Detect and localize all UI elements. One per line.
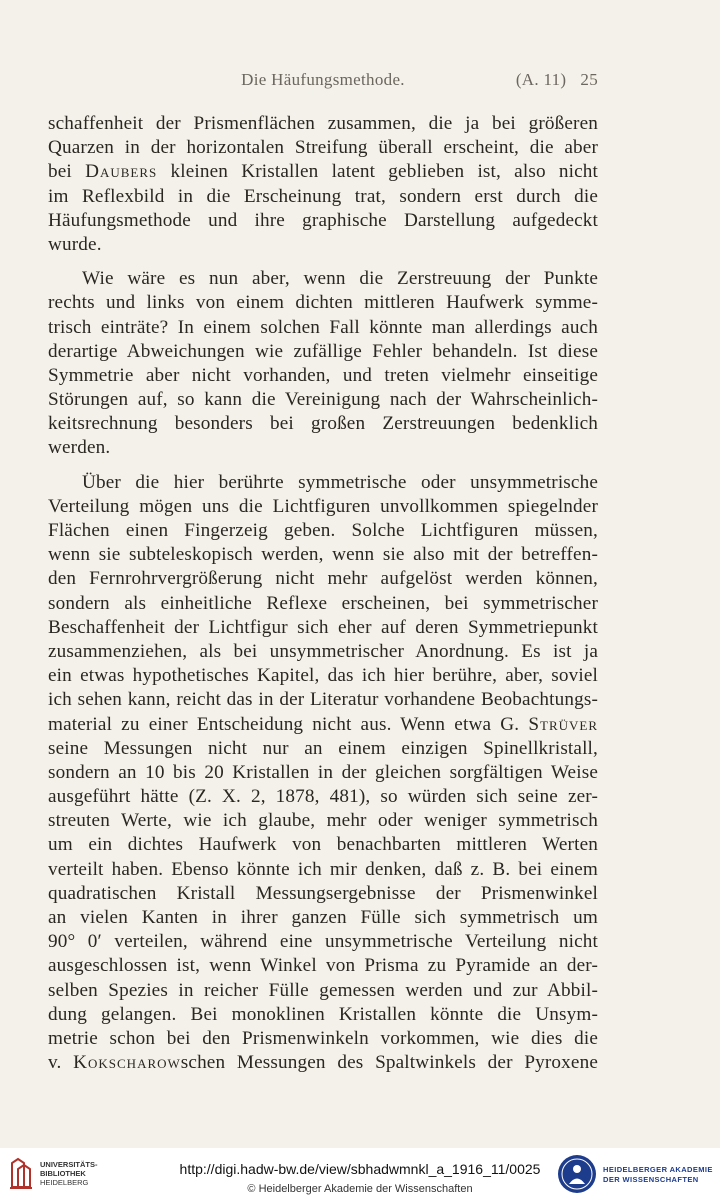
text-line: Häufungsmethode und ihre graphische Darstellung aufgedeckt	[48, 209, 598, 231]
text-line: um ein dichtes Haufwerk von benachbarten mittleren Werten	[48, 834, 598, 856]
text-line: ausgeschlossen ist, wenn Winkel von Prisma zu Pyramide an der-	[48, 955, 598, 977]
text-line: ausgeführt hätte (Z. X. 2, 1878, 481), so würden sich seine zer-	[48, 786, 598, 808]
footer-bar	[0, 1148, 720, 1201]
person-name: Kokscharow	[73, 1052, 181, 1074]
person-name: Daubers	[85, 161, 158, 183]
running-title: Die Häufungsmethode.	[241, 70, 405, 89]
library-line-3: HEIDELBERG	[40, 1178, 89, 1187]
text-line: ein etwas hypothetisches Kapitel, das ich hier berühre, aber, soviel	[48, 665, 598, 687]
text-line: bei Daubers kleinen Kristallen latent geblieben ist, also nicht	[48, 161, 599, 183]
text-line: material zu einer Entscheidung nicht aus. Wenn etwa G. Strüver	[48, 713, 598, 735]
text-line: werden.	[48, 437, 111, 459]
text-line: quadratischen Kristall Messungsergebnisse der Prismenwinkel	[48, 882, 598, 904]
text-line: Störungen auf, so kann die Vereinigung nach der Wahrscheinlich-	[48, 389, 598, 411]
text-line: im Reflexbild in die Erscheinung trat, sondern erst durch die	[48, 185, 598, 207]
text-line: Beschaffenheit der Lichtfigur sich eher auf deren Symmetriepunkt	[48, 616, 598, 638]
page-header	[48, 70, 598, 94]
text-line: selben Spezies in reicher Fülle gemessen werden und zur Abbil-	[48, 979, 598, 1001]
copyright-notice: © Heidelberger Akademie der Wissenschaften	[247, 1183, 473, 1195]
academy-seal-icon	[556, 1153, 598, 1195]
text-line: Flächen einen Fingerzeig geben. Solche Lichtfiguren müssen,	[48, 520, 598, 541]
paragraph-1	[48, 112, 598, 257]
library-line-1: UNIVERSITÄTS-	[40, 1160, 98, 1169]
library-line-2: BIBLIOTHEK	[40, 1169, 86, 1178]
text-line: an vielen Kanten in ihrer ganzen Fülle sich symmetrisch um	[48, 907, 598, 928]
text-line: wenn sie subteleskopisch werden, wenn sie also mit der betreffen-	[48, 544, 598, 566]
text-line: zusammenziehen, als bei unsymmetrischer Anordnung. Es ist ja	[48, 640, 598, 662]
text-line: ich sehen kann, reicht das in der Literatur vorhandene Beobachtungs-	[48, 689, 598, 711]
body-text	[48, 112, 598, 1075]
text-line: Quarzen in der horizontalen Streifung überall erscheint, die aber	[48, 137, 598, 159]
academy-line-2: DER WISSENSCHAFTEN	[603, 1175, 699, 1184]
text-line: verteilt haben. Ebenso könnte ich mir denken, daß z. B. bei einem	[48, 858, 598, 880]
text-line: den Fernrohrvergrößerung nicht mehr aufgelöst werden können,	[48, 568, 598, 590]
text-line: 90° 0′ verteilen, während eine unsymmetrische Verteilung nicht	[48, 931, 598, 953]
person-name: Strüver	[528, 713, 598, 735]
text-line: trisch einträte? In einem solchen Fall könnte man allerdings auch	[48, 316, 598, 338]
text-line: Über die hier berührte symmetrische oder unsymmetrische	[82, 471, 598, 493]
academy-name	[603, 1165, 713, 1185]
text-line: seine Messungen nicht nur an einem einzigen Spinellkristall,	[48, 737, 598, 759]
text-line: sondern als einheitliche Reflexe erscheinen, bei symmetrischer	[48, 592, 598, 614]
text-line: metrie schon bei den Prismenwinkeln vorkommen, wie dies die	[48, 1027, 598, 1049]
text-line: v. Kokscharowschen Messungen des Spaltwinkels der Pyroxene	[48, 1052, 598, 1074]
text-line: derartige Abweichungen wie zufällige Fehler behandeln. Ist diese	[48, 340, 598, 362]
text-line: Verteilung mögen uns die Lichtfiguren unvollkommen spiegelnder	[48, 495, 598, 517]
text-line: rechts und links von einem dichten mittleren Haufwerk symme-	[48, 292, 598, 314]
paragraph-3	[48, 471, 598, 1076]
text-line: streuten Werte, wie ich glaube, mehr oder weniger symmetrisch	[48, 810, 598, 832]
paragraph-2	[48, 267, 598, 461]
text-line: dung gelangen. Bei monoklinen Kristallen könnte die Unsym-	[48, 1003, 598, 1025]
section-number: (A. 11)	[515, 70, 567, 89]
text-line: Symmetrie aber nicht vorhanden, und treten vielmehr einseitige	[48, 364, 598, 386]
folio	[516, 70, 598, 90]
page-number: 25	[580, 70, 598, 89]
permalink-url[interactable]: http://digi.hadw-bw.de/view/sbhadwmnkl_a_1916_11/0025	[179, 1161, 541, 1177]
text-line: Wie wäre es nun aber, wenn die Zerstreuung der Punkte	[82, 268, 598, 290]
academy-line-1: HEIDELBERGER AKADEMIE	[603, 1165, 713, 1174]
text-line: sondern an 10 bis 20 Kristallen in der gleichen sorgfältigen Weise	[48, 761, 598, 783]
text-line: wurde.	[48, 233, 102, 255]
text-line: schaffenheit der Prismenflächen zusammen, die ja bei größeren	[48, 113, 598, 134]
text-line: keitsrechnung besonders bei großen Zerstreuungen bedenklich	[48, 413, 598, 435]
